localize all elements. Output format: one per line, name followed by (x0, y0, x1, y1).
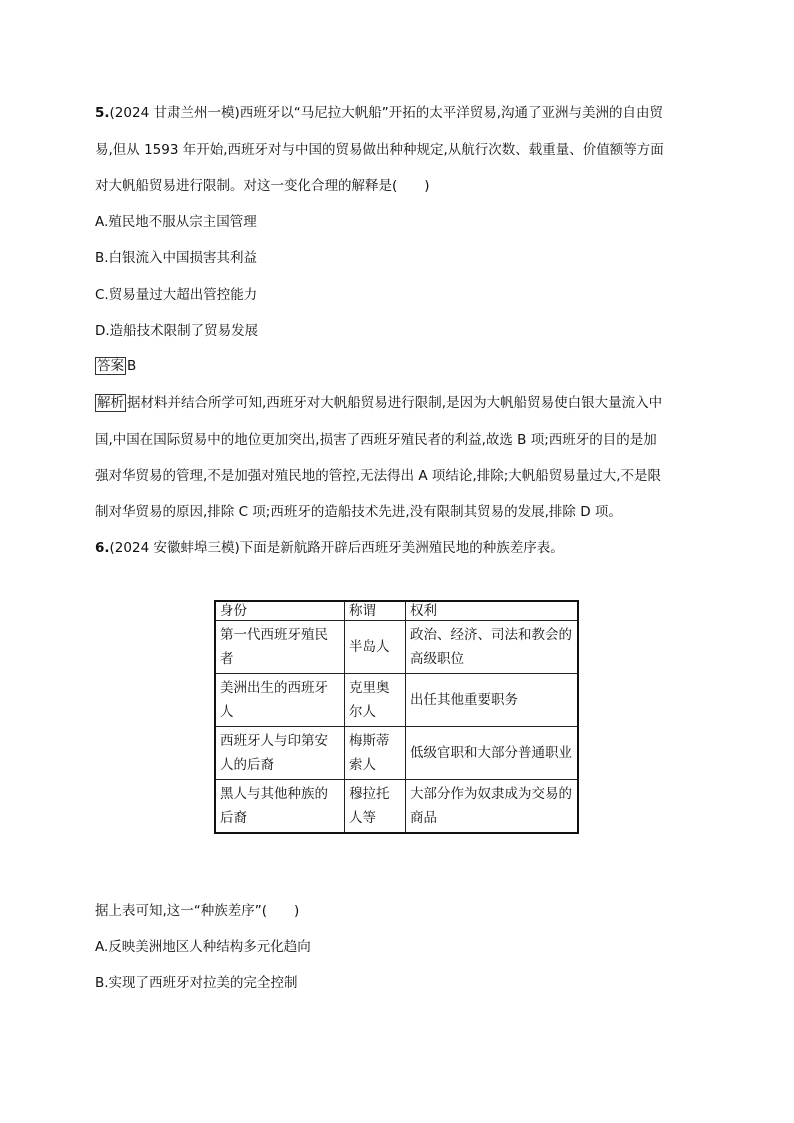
q5-analysis-line-3: 强对华贸易的管理,不是加强对殖民地的管控,无法得出 A 项结论,排除;大帆船贸易量过大,不是限 (95, 468, 662, 484)
q6-number: 6. (95, 540, 110, 556)
q6-question: 据上表可知,这一“种族差序”( ) (95, 903, 300, 919)
q5-option-b: B.白银流入中国损害其利益 (95, 250, 258, 266)
q6-option-b: B.实现了西班牙对拉美的完全控制 (95, 975, 298, 991)
q5-option-c: C.贸易量过大超出管控能力 (95, 287, 258, 303)
analysis-text-1: 据材料并结合所学可知,西班牙对大帆船贸易进行限制,是因为大帆船贸易使白银大量流入中 (127, 395, 663, 411)
cell-rights: 大部分作为奴隶成为交易的商品 (406, 780, 579, 834)
q5-stem-line-3: 对大帆船贸易进行限制。对这一变化合理的解释是( ) (95, 178, 430, 194)
cell-title: 梅斯蒂索人 (345, 727, 406, 780)
q5-stem-line-2: 易,但从 1593 年开始,西班牙对与中国的贸易做出种种规定,从航行次数、载重量、价值额等方面 (95, 142, 664, 158)
table-header-row (215, 601, 578, 621)
q5-stem-text-1: (2024 甘肃兰州一模)西班牙以“马尼拉大帆船”开拓的太平洋贸易,沟通了亚洲与美洲的自由贸 (109, 105, 663, 121)
table-row (215, 780, 578, 834)
q5-option-a: A.殖民地不服从宗主国管理 (95, 214, 257, 230)
q5-analysis-line-1 (95, 393, 662, 413)
cell-rights: 出任其他重要职务 (406, 674, 579, 727)
answer-label: 答案 (97, 358, 124, 374)
q5-analysis-line-4: 制对华贸易的原因,排除 C 项;西班牙的造船技术先进,没有限制其贸易的发展,排除 D 项。 (95, 504, 622, 520)
header-identity: 身份 (215, 601, 345, 621)
q6-option-a: A.反映美洲地区人种结构多元化趋向 (95, 939, 311, 955)
analysis-label: 解析 (97, 395, 124, 411)
header-title: 称谓 (345, 601, 406, 621)
table-row (215, 727, 578, 780)
header-rights: 权利 (406, 601, 579, 621)
cell-rights: 低级官职和大部分普通职业 (406, 727, 579, 780)
cell-title: 穆拉托人等 (345, 780, 406, 834)
q5-answer (95, 356, 136, 376)
race-hierarchy-table (214, 600, 579, 834)
q6-stem-text: (2024 安徽蚌埠三模)下面是新航路开辟后西班牙美洲殖民地的种族差序表。 (109, 540, 564, 556)
cell-title: 克里奥尔人 (345, 674, 406, 727)
answer-value: B (127, 358, 137, 374)
cell-rights: 政治、经济、司法和教会的高级职位 (406, 621, 579, 674)
q5-option-d: D.造船技术限制了贸易发展 (95, 323, 259, 339)
q5-number: 5. (95, 105, 110, 121)
q6-stem (95, 538, 564, 558)
cell-title: 半岛人 (345, 621, 406, 674)
table-row (215, 674, 578, 727)
cell-identity: 黑人与其他种族的后裔 (215, 780, 345, 834)
cell-identity: 美洲出生的西班牙人 (215, 674, 345, 727)
q5-analysis-line-2: 国,中国在国际贸易中的地位更加突出,损害了西班牙殖民者的利益,故选 B 项;西班牙的目的是加 (95, 432, 657, 448)
table-row (215, 621, 578, 674)
cell-identity: 西班牙人与印第安人的后裔 (215, 727, 345, 780)
cell-identity: 第一代西班牙殖民者 (215, 621, 345, 674)
q5-stem-line-1 (95, 103, 663, 123)
